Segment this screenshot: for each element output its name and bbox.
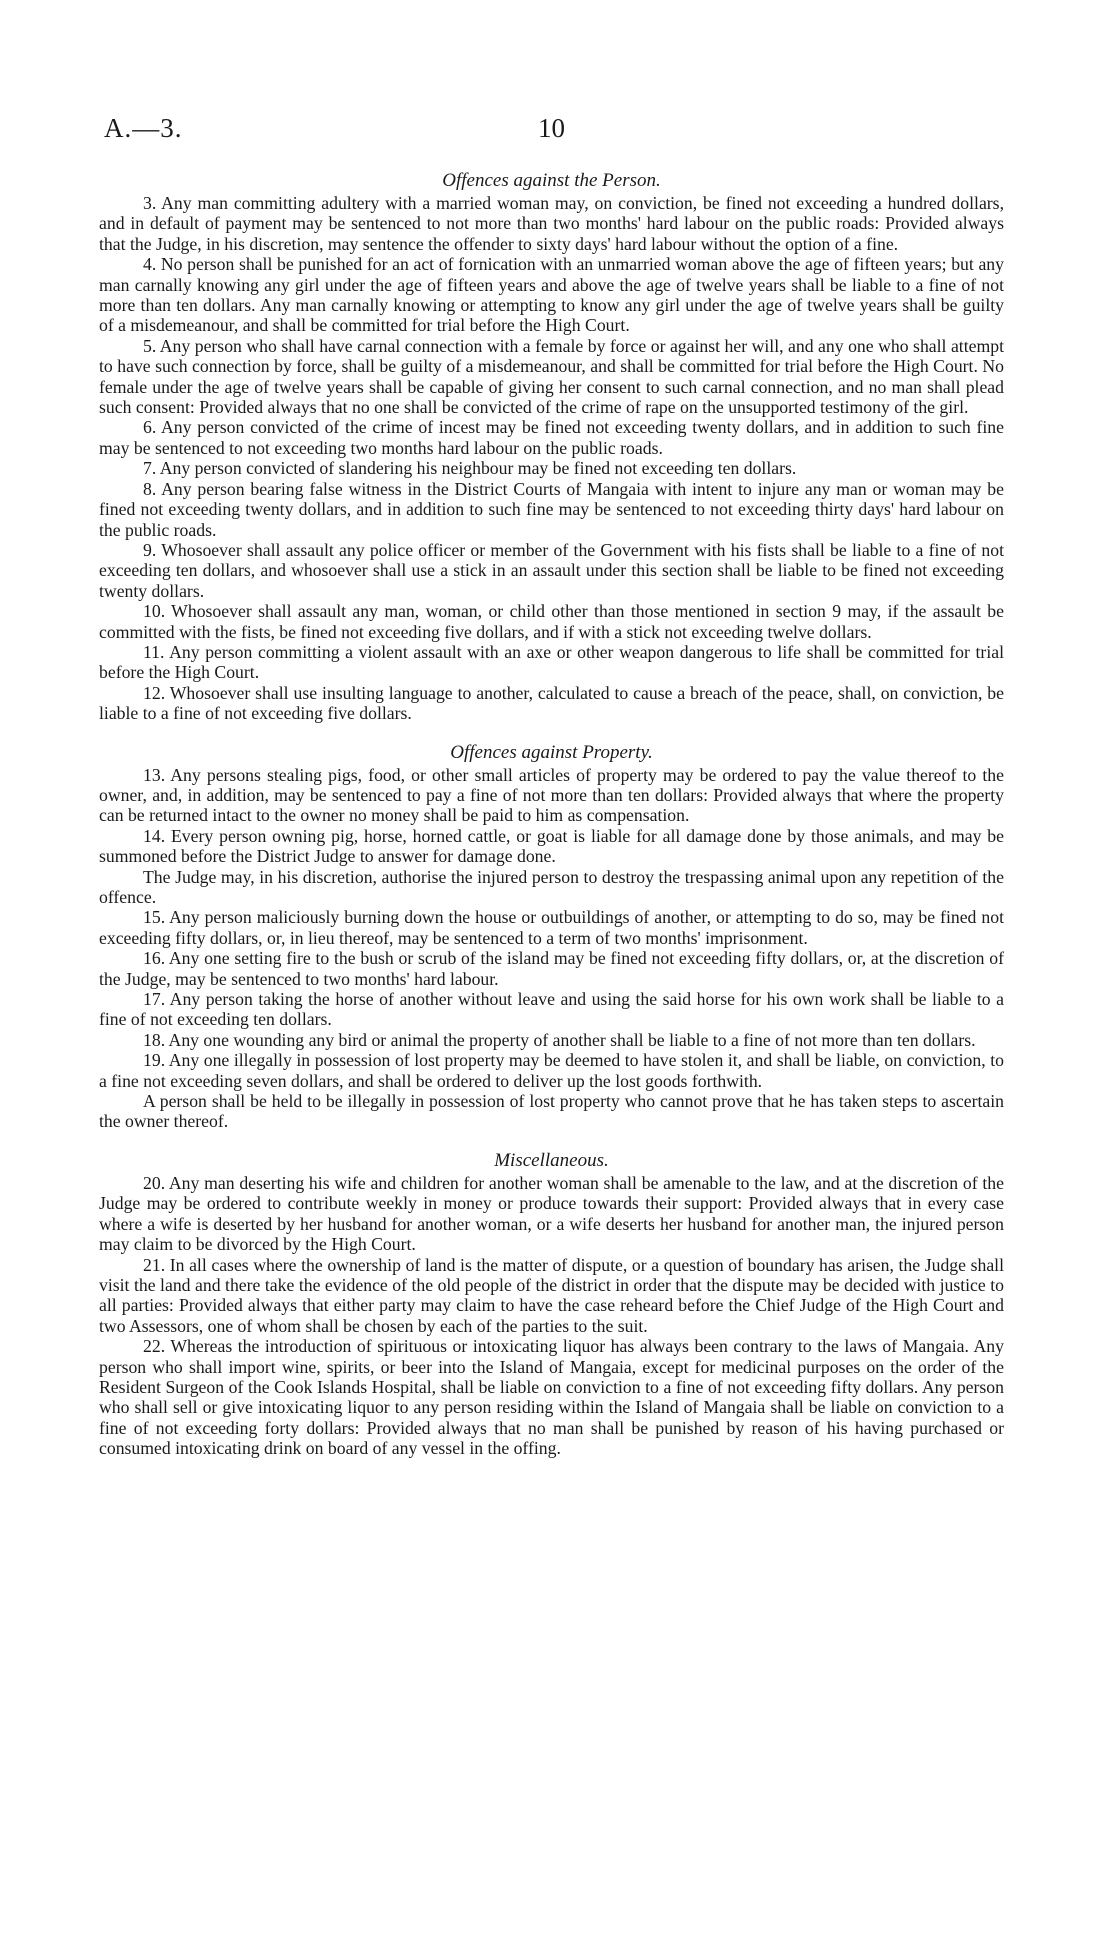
paragraph-10: 10. Whosoever shall assault any man, woman, or child other than those mentioned in section 9 may, if the assault be committed with the fists, be fined not exceeding five dollars, and if with a stick not exceeding twelve dollars. <box>99 601 1004 642</box>
paragraph-7: 7. Any person convicted of slandering his neighbour may be fined not exceeding ten dollars. <box>143 458 797 479</box>
paragraph-4: 4. No person shall be punished for an act of fornication with an unmarried woman above the age of fifteen years; but any man carnally knowing any girl under the age of fifteen years and above the age of twelve years shall be liable to a fine of not more than ten dollars. Any man carnally knowing or attempting to know any girl under the age of twelve years shall be guilty of a misdemeanour, and shall be committed for trial before the High Court. <box>99 254 1004 336</box>
paragraph-19-continued: A person shall be held to be illegally in possession of lost property who cannot prove that he has taken steps to ascertain the owner thereof. <box>99 1091 1004 1132</box>
page-number: 10 <box>538 113 565 143</box>
paragraph-13: 13. Any persons stealing pigs, food, or other small articles of property may be ordered to pay the value thereof to the owner, and, in addition, may be sentenced to pay a fine of not more than ten dollars: Provided always that where the property can be returned intact to the owner no money shall be paid to him as compensation. <box>99 764 1004 826</box>
paragraph-18: 18. Any one wounding any bird or animal the property of another shall be liable to a fine of not more than ten dollars. <box>143 1029 976 1050</box>
paragraph-19: 19. Any one illegally in possession of lost property may be deemed to have stolen it, and shall be liable, on conviction, to a fine not exceeding seven dollars, and shall be ordered to deliver up the lost goods forthwith. <box>99 1050 1004 1091</box>
paragraph-17: 17. Any person taking the horse of another without leave and using the said horse for his own work shall be liable to a fine of not exceeding ten dollars. <box>99 989 1004 1030</box>
paragraph-9: 9. Whosoever shall assault any police officer or member of the Government with his fists shall be liable to a fine of not exceeding ten dollars, and whosoever shall use a stick in an assault under this section shall be liable to be fined not exceeding twenty dollars. <box>99 539 1004 601</box>
section-heading-miscellaneous: Miscellaneous. <box>494 1149 609 1171</box>
paragraph-21: 21. In all cases where the ownership of land is the matter of dispute, or a question of boundary has arisen, the Judge shall visit the land and there take the evidence of the old people of the district in order that the dispute may be decided with justice to all parties: Provided always that either party may claim to have the case reheard before the Chief Judge of the High Court and two Assessors, one of whom shall be chosen by each of the parties to the suit. <box>99 1254 1004 1336</box>
section-heading-property: Offences against Property. <box>450 741 653 763</box>
paragraph-14: 14. Every person owning pig, horse, horned cattle, or goat is liable for all damage done by those animals, and may be summoned before the District Judge to answer for damage done. <box>99 825 1004 867</box>
section-heading-person: Offences against the Person. <box>442 170 661 191</box>
paragraph-16: 16. Any one setting fire to the bush or scrub of the island may be fined not exceeding fifty dollars, or, at the discretion of the Judge, may be sentenced to two months' hard labour. <box>99 948 1004 989</box>
paragraph-8: 8. Any person bearing false witness in the District Courts of Mangaia with intent to injure any man or woman may be fined not exceeding twenty dollars, and in addition to such fine may be sentenced to not exceeding thirty days' hard labour on the public roads. <box>99 478 1004 540</box>
paragraph-20: 20. Any man deserting his wife and children for another woman shall be amenable to the law, and at the discretion of the Judge may be ordered to contribute weekly in money or produce towards their support: Provided always that in every case where a wife is deserted by her husband for another woman, or a wife deserts her husband for another man, the injured person may claim to be divorced by the High Court. <box>99 1172 1004 1255</box>
paragraph-5: 5. Any person who shall have carnal connection with a female by force or against her will, and any one who shall attempt to have such connection by force, shall be guilty of a misdemeanour, and shall be committed for trial before the High Court. No female under the age of twelve years shall be capable of giving her consent to such carnal connection, and no man shall plead such consent: Provided always that no one shall be convicted of the crime of rape on the unsupported testimony of the girl. <box>99 335 1004 418</box>
document-body <box>99 170 1004 1459</box>
paragraph-12: 12. Whosoever shall use insulting language to another, calculated to cause a breach of the peace, shall, on conviction, be liable to a fine of not exceeding five dollars. <box>99 682 1004 724</box>
document-reference: A.—3. <box>104 113 183 143</box>
paragraph-3: 3. Any man committing adultery with a married woman may, on conviction, be fined not exceeding a hundred dollars, and in default of payment may be sentenced to not more than two months' hard labour on the public roads: Provided always that the Judge, in his discretion, may sentence the offender to sixty days' hard labour without the option of a fine. <box>99 193 1004 254</box>
paragraph-22: 22. Whereas the introduction of spirituous or intoxicating liquor has always been contrary to the laws of Mangaia. Any person who shall import wine, spirits, or beer into the Island of Mangaia, except for medicinal purposes on the order of the Resident Surgeon of the Cook Islands Hospital, shall be liable on conviction to a fine of not exceeding fifty dollars. Any person who shall sell or give intoxicating liquor to any person residing within the Island of Mangaia shall be liable on conviction to a fine of not exceeding forty dollars: Provided always that no man shall be punished by reason of his having purchased or consumed intoxicating drink on board of any vessel in the offing. <box>99 1336 1004 1459</box>
paragraph-11: 11. Any person committing a violent assault with an axe or other weapon dangerous to life shall be committed for trial before the High Court. <box>99 641 1004 683</box>
paragraph-15: 15. Any person maliciously burning down the house or outbuildings of another, or attempting to do so, may be fined not exceeding fifty dollars, or, in lieu thereof, may be sentenced to a term of two months' imprisonment. <box>99 907 1004 948</box>
paragraph-6: 6. Any person convicted of the crime of incest may be fined not exceeding twenty dollars, and in addition to such fine may be sentenced to not exceeding two months hard labour on the public roads. <box>99 417 1004 458</box>
paragraph-14-continued: The Judge may, in his discretion, authorise the injured person to destroy the trespassing animal upon any repetition of the offence. <box>99 866 1004 907</box>
